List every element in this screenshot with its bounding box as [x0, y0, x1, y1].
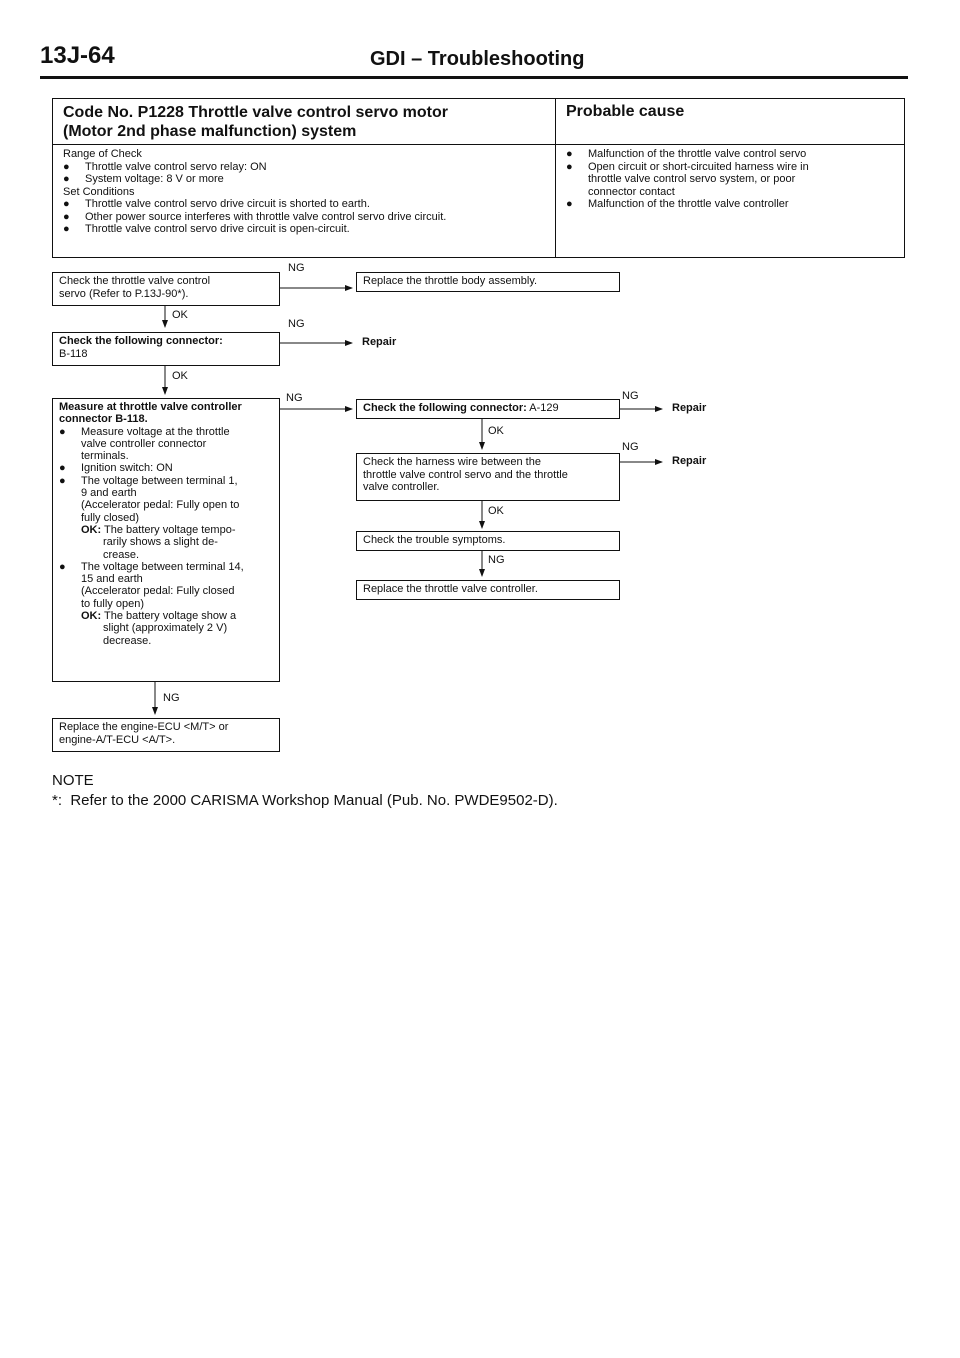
ok-label: OK: [172, 370, 188, 382]
ng-label: NG: [288, 318, 305, 330]
cause-item-continued: connector contact: [588, 185, 675, 198]
note-text: *: Refer to the 2000 CARISMA Workshop Manual (Pub. No. PWDE9502-D).: [52, 792, 558, 809]
set-conditions-label: Set Conditions: [63, 185, 135, 198]
ok-label: OK: [488, 425, 504, 437]
set-item: ● Other power source interferes with throttle valve control servo drive circuit.: [63, 210, 447, 223]
set-item: ● Throttle valve control servo drive circuit is open-circuit.: [63, 223, 350, 235]
cause-item: ● Malfunction of the throttle valve control servo: [566, 148, 807, 160]
cause-item: ● Open circuit or short-circuited harness wire in: [566, 160, 809, 173]
page-title: GDI – Troubleshooting: [370, 48, 585, 70]
cause-item: ● Malfunction of the throttle valve controller: [566, 198, 789, 210]
repair-label: Repair: [672, 455, 707, 467]
bullet-icon: ●: [566, 160, 573, 173]
range-item: ● System voltage: 8 V or more: [63, 173, 224, 185]
range-item: ● Throttle valve control servo relay: ON: [63, 160, 267, 173]
bullet-icon: ●: [59, 560, 66, 573]
bullet-icon: ●: [566, 148, 573, 160]
page-code: 13J-64: [40, 42, 115, 69]
set-item: ● Throttle valve control servo drive circuit is shorted to earth.: [63, 198, 370, 210]
ng-label: NG: [488, 554, 505, 566]
bullet-icon: ●: [59, 462, 66, 475]
check-connector-b118-box: Check the following connector: B-118: [52, 332, 280, 366]
ng-label: NG: [286, 392, 303, 404]
check-connector-a129-box: Check the following connector: A-129: [356, 399, 620, 419]
replace-throttle-body-box: Replace the throttle body assembly.: [356, 272, 620, 292]
bullet-icon: ●: [63, 223, 70, 235]
range-of-check-label: Range of Check: [63, 148, 142, 160]
ok-label: OK: [172, 309, 188, 321]
cause-item-continued: throttle valve control servo system, or poor: [588, 173, 796, 185]
repair-label: Repair: [362, 336, 397, 348]
code-title-line2: (Motor 2nd phase malfunction) system: [63, 123, 357, 140]
measure-b118-box: Measure at throttle valve controller connector B-118. ● Measure voltage at the throttle valve controller connector terminals. ● Ignition switch: ON ● The voltage between terminal 1, 9 and earth (Accelerator pedal: Fully open to fully closed) OK: The battery voltage tempo- rarily shows a slight de- crease. ● The voltage between terminal 14, 15 and earth (Accelerator pedal: Fully closed to fully open) OK: The battery voltage show a slight (approximately 2 V) decrease.: [52, 398, 280, 682]
code-title-line1: Code No. P1228 Throttle valve control servo motor: [63, 104, 448, 121]
note-heading: NOTE: [52, 772, 94, 789]
ok-label: OK: [488, 505, 504, 517]
replace-controller-box: Replace the throttle valve controller.: [356, 580, 620, 600]
bullet-icon: ●: [566, 198, 573, 210]
ng-label: NG: [622, 390, 639, 402]
bullet-icon: ●: [63, 173, 70, 185]
check-harness-box: Check the harness wire between the throttle valve control servo and the throttle valve controller.: [356, 453, 620, 501]
repair-label: Repair: [672, 402, 707, 414]
replace-ecu-box: Replace the engine-ECU <M/T> or engine-A/T-ECU <A/T>.: [52, 718, 280, 752]
bullet-icon: ●: [59, 474, 66, 487]
bullet-icon: ●: [59, 425, 66, 438]
bullet-icon: ●: [63, 198, 70, 210]
probable-cause-heading: Probable cause: [556, 99, 904, 145]
bullet-icon: ●: [63, 210, 70, 223]
ng-label: NG: [163, 692, 180, 704]
check-trouble-symptoms-box: Check the trouble symptoms.: [356, 531, 620, 551]
bullet-icon: ●: [63, 160, 70, 173]
check-servo-box: Check the throttle valve control servo (Refer to P.13J-90*).: [52, 272, 280, 306]
ng-label: NG: [288, 262, 305, 274]
ng-label: NG: [622, 441, 639, 453]
